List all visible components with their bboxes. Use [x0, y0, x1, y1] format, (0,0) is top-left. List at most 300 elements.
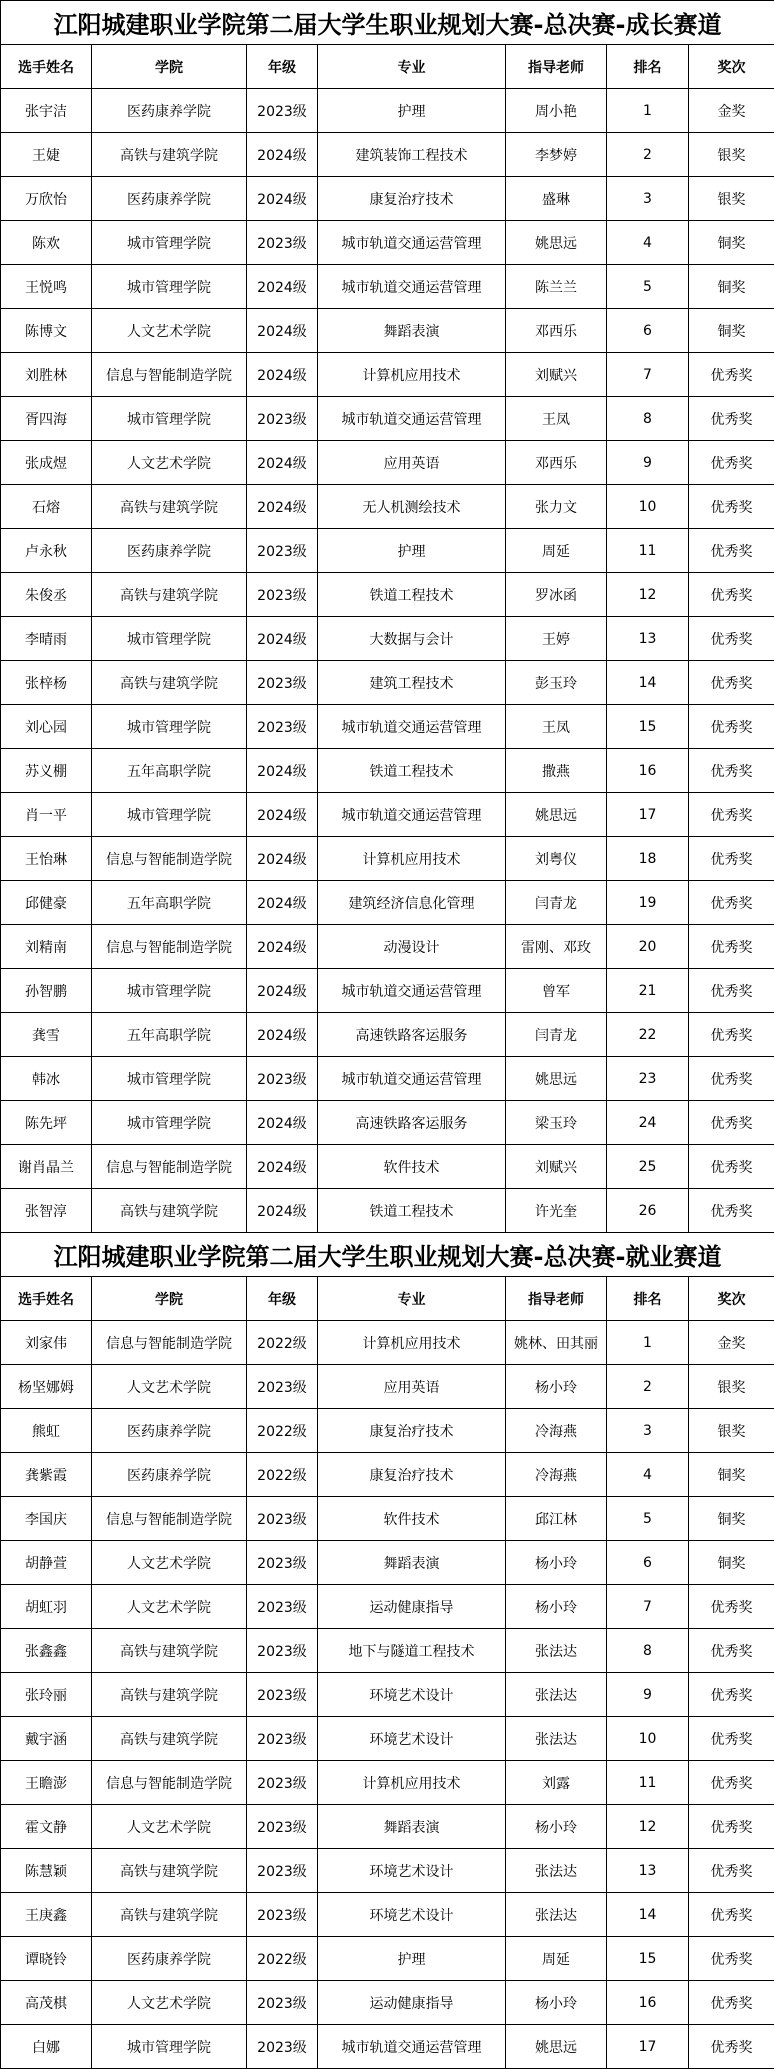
cell-award: 银奖 [689, 177, 774, 221]
cell-advisor: 王凤 [506, 705, 607, 749]
cell-college: 信息与智能制造学院 [92, 1497, 247, 1541]
cell-grade: 2024级 [247, 1013, 318, 1057]
cell-grade: 2024级 [247, 1101, 318, 1145]
cell-advisor: 杨小玲 [506, 1541, 607, 1585]
cell-award: 铜奖 [689, 265, 774, 309]
cell-college: 城市管理学院 [92, 221, 247, 265]
cell-rank: 6 [607, 1541, 689, 1585]
cell-advisor: 陈兰兰 [506, 265, 607, 309]
cell-rank: 24 [607, 1101, 689, 1145]
cell-college: 信息与智能制造学院 [92, 837, 247, 881]
cell-rank: 8 [607, 397, 689, 441]
cell-grade: 2024级 [247, 353, 318, 397]
cell-major: 城市轨道交通运营管理 [318, 2025, 506, 2069]
cell-grade: 2024级 [247, 1189, 318, 1233]
cell-rank: 16 [607, 749, 689, 793]
table-row [1, 1365, 774, 1409]
table-row [1, 1849, 774, 1893]
cell-grade: 2024级 [247, 441, 318, 485]
cell-rank: 14 [607, 1893, 689, 1937]
cell-grade: 2023级 [247, 573, 318, 617]
table-row [1, 1761, 774, 1805]
cell-award: 优秀奖 [689, 1717, 774, 1761]
cell-advisor: 王婷 [506, 617, 607, 661]
cell-award: 优秀奖 [689, 1761, 774, 1805]
cell-grade: 2024级 [247, 265, 318, 309]
cell-major: 康复治疗技术 [318, 177, 506, 221]
table-row [1, 177, 774, 221]
cell-college: 城市管理学院 [92, 617, 247, 661]
cell-college: 信息与智能制造学院 [92, 1761, 247, 1805]
cell-award: 金奖 [689, 89, 774, 133]
cell-college: 高铁与建筑学院 [92, 1849, 247, 1893]
cell-award: 铜奖 [689, 309, 774, 353]
table-row [1, 2025, 774, 2069]
table-row [1, 1673, 774, 1717]
cell-major: 舞蹈表演 [318, 309, 506, 353]
cell-major: 护理 [318, 529, 506, 573]
cell-college: 城市管理学院 [92, 705, 247, 749]
cell-major: 城市轨道交通运营管理 [318, 705, 506, 749]
cell-advisor: 张法达 [506, 1717, 607, 1761]
cell-advisor: 曾军 [506, 969, 607, 1013]
cell-college: 高铁与建筑学院 [92, 573, 247, 617]
cell-name: 肖一平 [1, 793, 92, 837]
cell-major: 舞蹈表演 [318, 1541, 506, 1585]
cell-name: 王婕 [1, 133, 92, 177]
cell-grade: 2023级 [247, 1761, 318, 1805]
cell-college: 人文艺术学院 [92, 1585, 247, 1629]
cell-name: 李国庆 [1, 1497, 92, 1541]
cell-award: 优秀奖 [689, 925, 774, 969]
cell-award: 优秀奖 [689, 1937, 774, 1981]
cell-major: 护理 [318, 1937, 506, 1981]
cell-major: 康复治疗技术 [318, 1409, 506, 1453]
cell-rank: 7 [607, 1585, 689, 1629]
cell-grade: 2023级 [247, 1365, 318, 1409]
cell-name: 张玲丽 [1, 1673, 92, 1717]
cell-grade: 2024级 [247, 793, 318, 837]
cell-major: 建筑工程技术 [318, 661, 506, 705]
cell-advisor: 邓西乐 [506, 441, 607, 485]
cell-rank: 13 [607, 617, 689, 661]
cell-major: 地下与隧道工程技术 [318, 1629, 506, 1673]
cell-grade: 2024级 [247, 177, 318, 221]
table-row [1, 353, 774, 397]
cell-grade: 2023级 [247, 1805, 318, 1849]
cell-name: 卢永秋 [1, 529, 92, 573]
cell-award: 优秀奖 [689, 441, 774, 485]
cell-advisor: 刘赋兴 [506, 353, 607, 397]
cell-advisor: 闫青龙 [506, 1013, 607, 1057]
cell-advisor: 许光奎 [506, 1189, 607, 1233]
cell-name: 杨坚娜姆 [1, 1365, 92, 1409]
cell-major: 城市轨道交通运营管理 [318, 969, 506, 1013]
column-header-rank: 排名 [607, 45, 689, 89]
table-row [1, 661, 774, 705]
cell-rank: 2 [607, 133, 689, 177]
cell-rank: 10 [607, 1717, 689, 1761]
cell-grade: 2023级 [247, 1585, 318, 1629]
cell-rank: 22 [607, 1013, 689, 1057]
cell-rank: 19 [607, 881, 689, 925]
cell-college: 医药康养学院 [92, 529, 247, 573]
cell-rank: 4 [607, 1453, 689, 1497]
cell-award: 优秀奖 [689, 397, 774, 441]
column-header-college: 学院 [92, 45, 247, 89]
cell-award: 优秀奖 [689, 1629, 774, 1673]
table-row [1, 485, 774, 529]
cell-advisor: 张力文 [506, 485, 607, 529]
cell-rank: 17 [607, 2025, 689, 2069]
cell-award: 铜奖 [689, 221, 774, 265]
cell-college: 城市管理学院 [92, 969, 247, 1013]
cell-college: 五年高职学院 [92, 749, 247, 793]
cell-major: 运动健康指导 [318, 1585, 506, 1629]
cell-name: 胡静萱 [1, 1541, 92, 1585]
cell-name: 霍文静 [1, 1805, 92, 1849]
cell-award: 优秀奖 [689, 1849, 774, 1893]
column-header-major: 专业 [318, 45, 506, 89]
cell-grade: 2022级 [247, 1321, 318, 1365]
cell-college: 信息与智能制造学院 [92, 1321, 247, 1365]
cell-award: 金奖 [689, 1321, 774, 1365]
cell-award: 优秀奖 [689, 1981, 774, 2025]
cell-college: 五年高职学院 [92, 881, 247, 925]
cell-name: 万欣怡 [1, 177, 92, 221]
table-row [1, 221, 774, 265]
cell-name: 胥四海 [1, 397, 92, 441]
cell-major: 城市轨道交通运营管理 [318, 793, 506, 837]
cell-college: 高铁与建筑学院 [92, 1629, 247, 1673]
cell-name: 陈先坪 [1, 1101, 92, 1145]
cell-advisor: 闫青龙 [506, 881, 607, 925]
table-row [1, 1101, 774, 1145]
cell-major: 铁道工程技术 [318, 1189, 506, 1233]
cell-major: 城市轨道交通运营管理 [318, 221, 506, 265]
cell-name: 刘精南 [1, 925, 92, 969]
cell-rank: 3 [607, 1409, 689, 1453]
section-title: 江阳城建职业学院第二届大学生职业规划大赛-总决赛-成长赛道 [1, 1, 774, 45]
cell-rank: 7 [607, 353, 689, 397]
cell-major: 高速铁路客运服务 [318, 1013, 506, 1057]
cell-name: 戴宇涵 [1, 1717, 92, 1761]
cell-major: 建筑装饰工程技术 [318, 133, 506, 177]
column-header-grade: 年级 [247, 45, 318, 89]
cell-major: 动漫设计 [318, 925, 506, 969]
cell-grade: 2023级 [247, 1057, 318, 1101]
column-header-name: 选手姓名 [1, 45, 92, 89]
column-header-award: 奖次 [689, 45, 774, 89]
table-row [1, 1189, 774, 1233]
cell-award: 优秀奖 [689, 881, 774, 925]
cell-name: 韩冰 [1, 1057, 92, 1101]
cell-award: 优秀奖 [689, 485, 774, 529]
cell-college: 人文艺术学院 [92, 1805, 247, 1849]
table-row [1, 1981, 774, 2025]
cell-major: 软件技术 [318, 1497, 506, 1541]
cell-major: 康复治疗技术 [318, 1453, 506, 1497]
cell-grade: 2024级 [247, 617, 318, 661]
cell-name: 王庚鑫 [1, 1893, 92, 1937]
cell-grade: 2023级 [247, 1981, 318, 2025]
table-row [1, 573, 774, 617]
cell-advisor: 冷海燕 [506, 1453, 607, 1497]
table-row [1, 1321, 774, 1365]
cell-name: 熊虹 [1, 1409, 92, 1453]
cell-college: 人文艺术学院 [92, 441, 247, 485]
cell-rank: 15 [607, 1937, 689, 1981]
cell-award: 优秀奖 [689, 617, 774, 661]
cell-name: 陈博文 [1, 309, 92, 353]
cell-advisor: 杨小玲 [506, 1585, 607, 1629]
cell-major: 护理 [318, 89, 506, 133]
cell-rank: 17 [607, 793, 689, 837]
table-row [1, 1717, 774, 1761]
cell-award: 优秀奖 [689, 353, 774, 397]
cell-rank: 1 [607, 1321, 689, 1365]
cell-advisor: 刘露 [506, 1761, 607, 1805]
cell-college: 高铁与建筑学院 [92, 485, 247, 529]
cell-name: 白娜 [1, 2025, 92, 2069]
column-header-major: 专业 [318, 1277, 506, 1321]
cell-college: 高铁与建筑学院 [92, 1189, 247, 1233]
cell-advisor: 杨小玲 [506, 1365, 607, 1409]
table-row [1, 1805, 774, 1849]
cell-name: 谭晓铃 [1, 1937, 92, 1981]
cell-rank: 16 [607, 1981, 689, 2025]
cell-name: 张鑫鑫 [1, 1629, 92, 1673]
cell-rank: 21 [607, 969, 689, 1013]
cell-major: 城市轨道交通运营管理 [318, 397, 506, 441]
cell-grade: 2024级 [247, 837, 318, 881]
cell-college: 高铁与建筑学院 [92, 1717, 247, 1761]
cell-grade: 2022级 [247, 1937, 318, 1981]
cell-rank: 11 [607, 1761, 689, 1805]
cell-college: 五年高职学院 [92, 1013, 247, 1057]
cell-advisor: 张法达 [506, 1893, 607, 1937]
table-row [1, 1893, 774, 1937]
cell-name: 张宇洁 [1, 89, 92, 133]
cell-advisor: 姚林、田其丽 [506, 1321, 607, 1365]
section-title: 江阳城建职业学院第二届大学生职业规划大赛-总决赛-就业赛道 [1, 1233, 774, 1277]
cell-college: 人文艺术学院 [92, 1981, 247, 2025]
cell-name: 胡虹羽 [1, 1585, 92, 1629]
cell-advisor: 罗冰函 [506, 573, 607, 617]
cell-grade: 2023级 [247, 1541, 318, 1585]
cell-grade: 2023级 [247, 397, 318, 441]
cell-major: 计算机应用技术 [318, 837, 506, 881]
cell-rank: 8 [607, 1629, 689, 1673]
cell-college: 信息与智能制造学院 [92, 925, 247, 969]
cell-award: 优秀奖 [689, 1673, 774, 1717]
table-row [1, 1937, 774, 1981]
cell-advisor: 盛琳 [506, 177, 607, 221]
cell-rank: 18 [607, 837, 689, 881]
cell-advisor: 姚思远 [506, 2025, 607, 2069]
cell-rank: 2 [607, 1365, 689, 1409]
cell-name: 石熔 [1, 485, 92, 529]
cell-rank: 25 [607, 1145, 689, 1189]
cell-grade: 2024级 [247, 749, 318, 793]
cell-award: 优秀奖 [689, 1805, 774, 1849]
cell-rank: 9 [607, 1673, 689, 1717]
cell-advisor: 雷刚、邓玫 [506, 925, 607, 969]
cell-grade: 2022级 [247, 1453, 318, 1497]
table-row [1, 749, 774, 793]
cell-major: 铁道工程技术 [318, 573, 506, 617]
cell-college: 高铁与建筑学院 [92, 133, 247, 177]
table-row [1, 529, 774, 573]
cell-college: 城市管理学院 [92, 265, 247, 309]
cell-grade: 2024级 [247, 485, 318, 529]
cell-name: 龚紫霞 [1, 1453, 92, 1497]
cell-college: 医药康养学院 [92, 177, 247, 221]
cell-college: 高铁与建筑学院 [92, 1893, 247, 1937]
cell-major: 应用英语 [318, 1365, 506, 1409]
cell-rank: 9 [607, 441, 689, 485]
cell-name: 刘胜林 [1, 353, 92, 397]
cell-major: 计算机应用技术 [318, 353, 506, 397]
cell-rank: 5 [607, 1497, 689, 1541]
cell-major: 城市轨道交通运营管理 [318, 265, 506, 309]
column-header-advisor: 指导老师 [506, 1277, 607, 1321]
cell-grade: 2023级 [247, 1497, 318, 1541]
cell-college: 医药康养学院 [92, 89, 247, 133]
cell-grade: 2023级 [247, 1673, 318, 1717]
cell-advisor: 冷海燕 [506, 1409, 607, 1453]
cell-major: 铁道工程技术 [318, 749, 506, 793]
cell-name: 王瞻澎 [1, 1761, 92, 1805]
cell-name: 朱俊丞 [1, 573, 92, 617]
cell-advisor: 张法达 [506, 1849, 607, 1893]
cell-grade: 2023级 [247, 1717, 318, 1761]
table-row [1, 1453, 774, 1497]
cell-major: 无人机测绘技术 [318, 485, 506, 529]
cell-award: 铜奖 [689, 1453, 774, 1497]
cell-advisor: 姚思远 [506, 793, 607, 837]
cell-name: 王悦鸣 [1, 265, 92, 309]
cell-college: 城市管理学院 [92, 793, 247, 837]
table-row [1, 705, 774, 749]
cell-major: 建筑经济信息化管理 [318, 881, 506, 925]
cell-award: 优秀奖 [689, 749, 774, 793]
cell-major: 环境艺术设计 [318, 1849, 506, 1893]
cell-name: 李晴雨 [1, 617, 92, 661]
table-row [1, 1497, 774, 1541]
cell-grade: 2023级 [247, 2025, 318, 2069]
cell-award: 铜奖 [689, 1541, 774, 1585]
cell-rank: 14 [607, 661, 689, 705]
cell-award: 优秀奖 [689, 661, 774, 705]
column-header-name: 选手姓名 [1, 1277, 92, 1321]
cell-grade: 2024级 [247, 309, 318, 353]
cell-rank: 12 [607, 573, 689, 617]
table-row [1, 265, 774, 309]
cell-advisor: 彭玉玲 [506, 661, 607, 705]
cell-advisor: 周延 [506, 529, 607, 573]
table-row [1, 133, 774, 177]
table-row [1, 1585, 774, 1629]
cell-grade: 2023级 [247, 1893, 318, 1937]
cell-award: 银奖 [689, 133, 774, 177]
table-row [1, 397, 774, 441]
cell-name: 陈欢 [1, 221, 92, 265]
cell-advisor: 邓西乐 [506, 309, 607, 353]
cell-advisor: 梁玉玲 [506, 1101, 607, 1145]
table-row [1, 793, 774, 837]
cell-name: 王怡琳 [1, 837, 92, 881]
cell-award: 优秀奖 [689, 2025, 774, 2069]
cell-major: 软件技术 [318, 1145, 506, 1189]
cell-rank: 15 [607, 705, 689, 749]
table-row [1, 1013, 774, 1057]
cell-rank: 3 [607, 177, 689, 221]
cell-award: 优秀奖 [689, 1013, 774, 1057]
cell-major: 高速铁路客运服务 [318, 1101, 506, 1145]
cell-award: 优秀奖 [689, 1189, 774, 1233]
cell-college: 医药康养学院 [92, 1937, 247, 1981]
cell-award: 优秀奖 [689, 837, 774, 881]
cell-name: 张梓杨 [1, 661, 92, 705]
cell-college: 医药康养学院 [92, 1409, 247, 1453]
cell-grade: 2024级 [247, 969, 318, 1013]
cell-award: 优秀奖 [689, 1057, 774, 1101]
table-header-row [1, 45, 774, 89]
table-row [1, 1541, 774, 1585]
cell-major: 环境艺术设计 [318, 1717, 506, 1761]
table-row [1, 617, 774, 661]
cell-college: 高铁与建筑学院 [92, 661, 247, 705]
cell-award: 银奖 [689, 1409, 774, 1453]
cell-advisor: 杨小玲 [506, 1981, 607, 2025]
cell-name: 陈慧颖 [1, 1849, 92, 1893]
cell-grade: 2023级 [247, 661, 318, 705]
cell-name: 龚雪 [1, 1013, 92, 1057]
cell-college: 城市管理学院 [92, 2025, 247, 2069]
cell-rank: 20 [607, 925, 689, 969]
column-header-college: 学院 [92, 1277, 247, 1321]
cell-advisor: 刘赋兴 [506, 1145, 607, 1189]
column-header-rank: 排名 [607, 1277, 689, 1321]
cell-rank: 11 [607, 529, 689, 573]
cell-advisor: 张法达 [506, 1673, 607, 1717]
cell-college: 高铁与建筑学院 [92, 1673, 247, 1717]
cell-rank: 13 [607, 1849, 689, 1893]
cell-college: 城市管理学院 [92, 397, 247, 441]
cell-advisor: 李梦婷 [506, 133, 607, 177]
cell-grade: 2023级 [247, 1629, 318, 1673]
cell-rank: 5 [607, 265, 689, 309]
cell-major: 舞蹈表演 [318, 1805, 506, 1849]
cell-award: 优秀奖 [689, 705, 774, 749]
cell-rank: 1 [607, 89, 689, 133]
cell-rank: 12 [607, 1805, 689, 1849]
cell-name: 孙智鹏 [1, 969, 92, 1013]
cell-rank: 4 [607, 221, 689, 265]
cell-major: 环境艺术设计 [318, 1893, 506, 1937]
column-header-advisor: 指导老师 [506, 45, 607, 89]
table-row [1, 837, 774, 881]
cell-advisor: 姚思远 [506, 221, 607, 265]
cell-grade: 2023级 [247, 89, 318, 133]
section-title-row [1, 1, 774, 45]
cell-advisor: 周延 [506, 1937, 607, 1981]
cell-college: 城市管理学院 [92, 1101, 247, 1145]
cell-college: 信息与智能制造学院 [92, 1145, 247, 1189]
cell-grade: 2024级 [247, 925, 318, 969]
table-row [1, 1409, 774, 1453]
